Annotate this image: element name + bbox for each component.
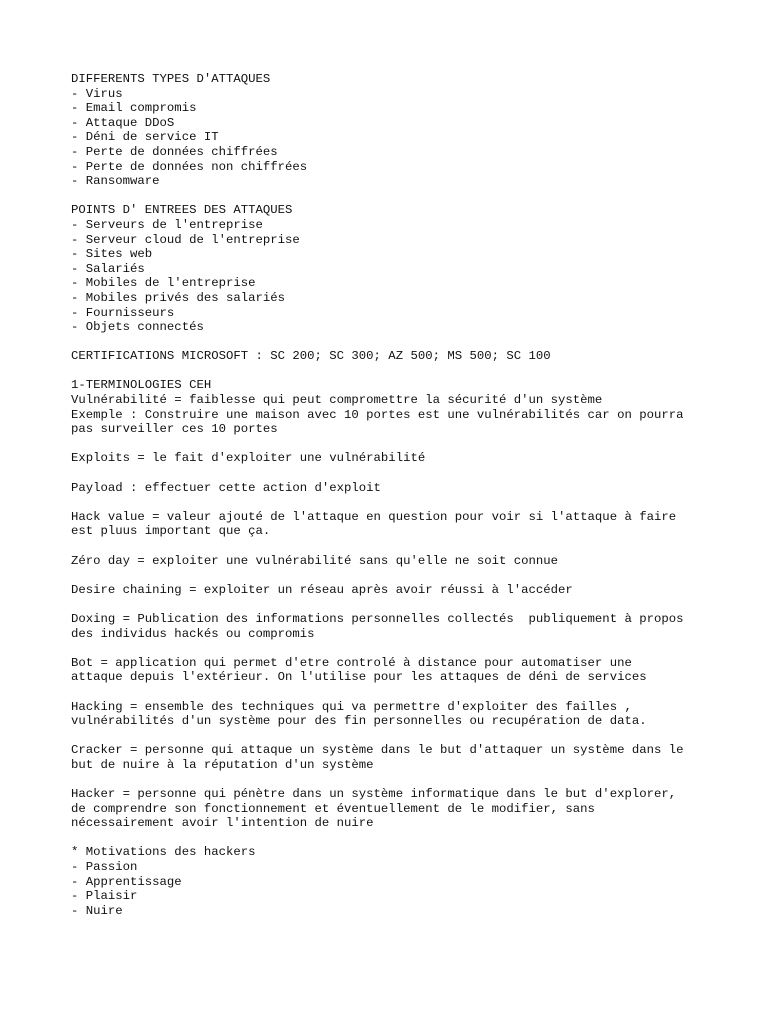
list-item: - Fournisseurs (71, 305, 175, 320)
hack-value-definition (71, 510, 711, 539)
list-item: - Ransomware (71, 174, 160, 189)
list-item: - Sites web (71, 247, 153, 262)
paragraph-line: Desire chaining = exploiter un réseau après avoir réussi à l'accéder (71, 582, 573, 597)
list-item: - Perte de données chiffrées (71, 144, 278, 159)
list-item: - Perte de données non chiffrées (71, 159, 308, 174)
payload-definition (71, 481, 711, 496)
list-item: - Attaque DDoS (71, 115, 175, 130)
certifications-section (71, 349, 711, 364)
paragraph-line: Cracker = personne qui attaque un système dans le but d'attaquer un système dans le (71, 743, 684, 758)
list-item: - Serveur cloud de l'entreprise (71, 232, 300, 247)
paragraph-line: Payload : effectuer cette action d'exploit (71, 480, 381, 495)
list-item: - Virus (71, 86, 123, 101)
paragraph-line: Hacker = personne qui pénètre dans un système informatique dans le but d'explorer, (71, 787, 677, 802)
list-item: - Déni de service IT (71, 130, 219, 145)
paragraph-line: Hacking = ensemble des techniques qui va permettre d'exploiter des failles , (71, 699, 632, 714)
hacker-definition (71, 787, 711, 831)
bot-definition (71, 656, 711, 685)
list-item: - Mobiles de l'entreprise (71, 276, 256, 291)
section-heading: 1-TERMINOLOGIES CEH (71, 378, 212, 393)
paragraph-line: Doxing = Publication des informations personnelles collectés publiquement à propos (71, 611, 684, 626)
doxing-definition (71, 612, 711, 641)
hacking-definition (71, 700, 711, 729)
section-heading: * Motivations des hackers (71, 845, 256, 860)
list-item: - Email compromis (71, 101, 197, 116)
paragraph-line: nécessairement avoir l'intention de nuire (71, 816, 374, 831)
cracker-definition (71, 743, 711, 772)
list-item: - Salariés (71, 261, 145, 276)
paragraph-line: pas surveiller ces 10 portes (71, 422, 278, 437)
list-item: - Plaisir (71, 889, 138, 904)
document-page (71, 72, 711, 933)
certifications-line: CERTIFICATIONS MICROSOFT : SC 200; SC 300; AZ 500; MS 500; SC 100 (71, 349, 551, 364)
paragraph-line: des individus hackés ou compromis (71, 626, 315, 641)
paragraph-line: de comprendre son fonctionnement et éventuellement de le modifier, sans (71, 801, 595, 816)
paragraph-line: vulnérabilités d'un système pour des fin personnelles ou recupération de data. (71, 714, 647, 729)
paragraph-line: est pluus important que ça. (71, 524, 271, 539)
paragraph-line: Vulnérabilité = faiblesse qui peut compromettre la sécurité d'un système (71, 393, 603, 408)
paragraph-line: Bot = application qui permet d'etre controlé à distance pour automatiser une (71, 655, 632, 670)
list-item: - Serveurs de l'entreprise (71, 217, 263, 232)
list-item: - Mobiles privés des salariés (71, 290, 286, 305)
entry-points-section (71, 203, 711, 334)
desire-chaining-definition (71, 583, 711, 598)
list-item: - Objets connectés (71, 320, 204, 335)
exploits-definition (71, 451, 711, 466)
paragraph-line: attaque depuis l'extérieur. On l'utilise pour les attaques de déni de services (71, 670, 647, 685)
zero-day-definition (71, 554, 711, 569)
list-item: - Nuire (71, 903, 123, 918)
attack-types-section (71, 72, 711, 189)
list-item: - Passion (71, 860, 138, 875)
paragraph-line: Exploits = le fait d'exploiter une vulnérabilité (71, 451, 426, 466)
paragraph-line: but de nuire à la réputation d'un système (71, 757, 374, 772)
hacker-motivations-section (71, 845, 711, 918)
paragraph-line: Zéro day = exploiter une vulnérabilité sans qu'elle ne soit connue (71, 553, 559, 568)
terminology-section (71, 378, 711, 436)
paragraph-line: Exemple : Construire une maison avec 10 portes est une vulnérabilités car on pourra (71, 407, 684, 422)
section-heading: DIFFERENTS TYPES D'ATTAQUES (71, 72, 271, 86)
list-item: - Apprentissage (71, 874, 182, 889)
section-heading: POINTS D' ENTREES DES ATTAQUES (71, 203, 293, 218)
paragraph-line: Hack value = valeur ajouté de l'attaque en question pour voir si l'attaque à faire (71, 509, 677, 524)
